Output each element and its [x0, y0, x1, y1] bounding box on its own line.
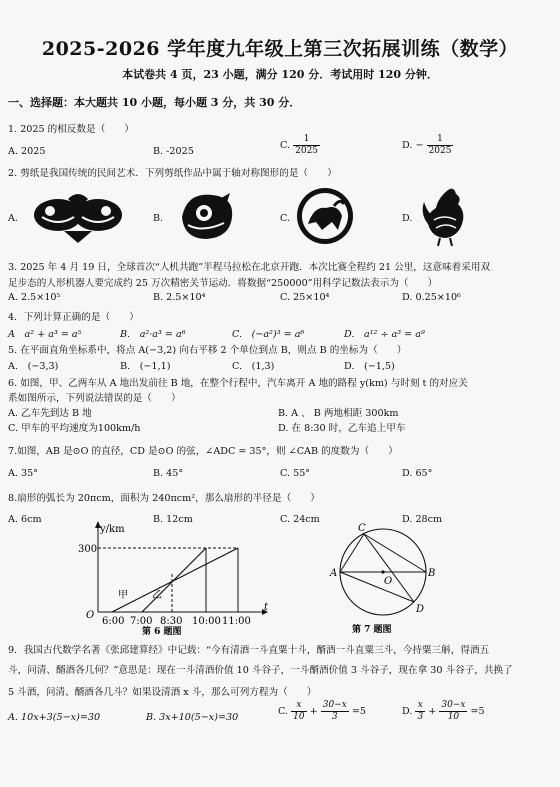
fig6-yi-label: 乙 [152, 590, 162, 601]
q7-option-b: B. 45° [153, 468, 184, 479]
q1-d-fraction: $\frac{1}{2025}$ [428, 134, 452, 156]
q4-option-c: C. (−a²)³ = a⁶ [232, 329, 305, 340]
q4-option-a: A a² + a³ = a⁵ [8, 329, 82, 340]
fig7-chord-ac [340, 534, 364, 572]
q9-d-frac2: $\frac{30-x}{10}$ [441, 700, 466, 722]
q7-option-a: A. 35° [8, 468, 39, 479]
fig7-circle [318, 522, 448, 636]
q7-option-c: C. 55° [280, 468, 311, 479]
q3-option-b: B. 2.5×10⁴ [153, 292, 206, 303]
q6-line1: 6. 如图，甲、乙两车从 A 地出发前往 B 地，在整个行程中，汽车离开 A 地的路程 y(km) 与时刻 t 的对应关 [8, 378, 468, 389]
q5-option-c: C. (1,3) [232, 361, 275, 372]
q5-option-d: D. (−1,5) [344, 361, 395, 372]
q1-c-label: C. [280, 140, 291, 151]
fig6-ylabel: y/km [100, 524, 125, 535]
q9-c-plus: + [309, 706, 318, 717]
q2-label-c: C. [280, 213, 291, 224]
q7-option-d: D. 65° [402, 468, 433, 479]
q1-d-label: D. − [402, 140, 424, 151]
q6-option-d: D. 在 8:30 时，乙车追上甲车 [278, 423, 406, 434]
fig6-xtick-0: 6:00 [102, 616, 125, 627]
q9-line2: 斗，问清、醑酒各几何？”意思是：现在一斗清酒价值 10 斗谷子，一斗醑酒价值 3 斗谷子，现在拿 30 斗谷子，共换了 [8, 665, 513, 676]
fig6-jia-line [112, 548, 238, 612]
q5-stem: 5. 在平面直角坐标系中，将点 A(−3,2) 向右平移 2 个单位到点 B，则点 B 的坐标为（ ） [8, 345, 407, 356]
q4-option-b: B. a²·a³ = a⁶ [120, 329, 186, 340]
papercut-fish-image [28, 187, 128, 245]
q4-option-d: D. a¹² ÷ a³ = a⁹ [344, 329, 425, 340]
papercut-circle-goat-image [294, 186, 356, 246]
q3-option-a: A. 2.5×10⁵ [8, 292, 61, 303]
fig6-y300: 300 [78, 544, 98, 555]
q1-stem: 1. 2025 的相反数是（ ） [8, 124, 135, 135]
q6-option-a: A. 乙车先到达 B 地 [8, 408, 92, 419]
page-title: 2025-2026 学年度九年级上第三次拓展训练（数学） [41, 38, 519, 60]
fig6-graph [80, 518, 270, 636]
q8-option-c: C. 24cm [280, 514, 320, 525]
q9-c-frac2: $\frac{30-x}{3}$ [322, 700, 347, 722]
q3-option-c: C. 25×10⁴ [280, 292, 330, 303]
q9-d-frac1: $\frac{x}{3}$ [417, 700, 424, 722]
q3-option-d: D. 0.25×10⁶ [402, 292, 461, 303]
fig7-label-a: A [330, 568, 338, 579]
q8-stem: 8.扇形的弧长为 20πcm，面积为 240πcm²，那么扇形的半径是（ ） [8, 493, 320, 504]
q9-option-c [278, 700, 366, 723]
fig7-label-o: O [384, 576, 393, 587]
q4-stem: 4．下列计算正确的是（ ） [8, 312, 139, 323]
fig6-xtick-3: 10:00 [192, 616, 221, 627]
q2-label-a: A. [8, 213, 18, 224]
papercut-rooster-image [418, 184, 478, 248]
q8-option-a: A. 6cm [8, 514, 42, 525]
q9-d-rhs: =5 [470, 706, 485, 717]
q3-line1: 3. 2025 年 4 月 19 日，全球首次“人机共跑”半程马拉松在北京开跑．本次比赛全程约 21 公里，这意味着采用双 [8, 262, 491, 273]
q9-option-d [402, 700, 485, 723]
q9-c-label: C. [278, 706, 289, 717]
fig6-xtick-2: 8:30 [160, 616, 183, 627]
q5-option-a: A. (−3,3) [8, 361, 59, 372]
q7-stem: 7.如图，AB 是⊙O 的直径，CD 是⊙O 的弦，∠ADC = 35°，则 ∠CAB 的度数为（ ） [8, 446, 398, 457]
fig7-label-c: C [358, 523, 366, 534]
fig7-label-d: D [416, 604, 425, 615]
q1-option-d [402, 134, 453, 157]
fig6-xtick-1: 7:00 [130, 616, 153, 627]
fig6-yi-line [142, 548, 206, 612]
q1-c-fraction: $\frac{1}{2025}$ [295, 134, 319, 156]
q8-option-d: D. 28cm [402, 514, 443, 525]
q9-line3: 5 斗酒，问清、醑酒各几斗？如果设清酒 x 斗，那么可列方程为（ ） [8, 687, 317, 698]
q6-line2: 系如图所示，下列说法错误的是（ ） [8, 393, 181, 404]
q9-c-rhs: =5 [351, 706, 367, 717]
q8-option-b: B. 12cm [153, 514, 193, 525]
q5-option-b: B. (−1,1) [120, 361, 171, 372]
fig6-t-label: t [264, 602, 269, 613]
fig6-caption: 第 6 题图 [142, 627, 182, 637]
q9-option-a: A. 10x+3(5−x)=30 [8, 712, 101, 723]
q2-label-b: B. [153, 213, 164, 224]
q2-stem: 2. 剪纸是我国传统的民间艺术．下列剪纸作品中属于轴对称图形的是（ ） [8, 168, 337, 179]
fig7-caption: 第 7 题图 [352, 625, 392, 635]
fig6-jia-label: 甲 [118, 590, 128, 601]
q9-c-frac1: $\frac{x}{10}$ [293, 700, 305, 722]
q9-line1: 9．我国古代数学名著《张邱建算经》中记载：“今有清酒一斗直粟十斗，醑酒一斗直粟三斗，今持粟三斛，得酒五 [8, 645, 490, 656]
section-heading: 一、选择题：本大题共 10 小题，每小题 3 分，共 30 分． [8, 96, 301, 109]
papercut-lion-image [172, 187, 242, 245]
exam-info: 本试卷共 4 页，23 小题，满分 120 分．考试用时 120 分钟． [122, 68, 438, 81]
q9-d-label: D. [402, 706, 413, 717]
q1-option-a: A. 2025 [8, 146, 46, 157]
q9-option-b: B. 3x+10(5−x)=30 [146, 712, 239, 723]
q1-option-b: B. -2025 [153, 146, 194, 157]
q1-option-c [280, 134, 320, 157]
q6-option-c: C. 甲车的平均速度为100km/h [8, 423, 141, 434]
fig6-xtick-4: 11:00 [222, 616, 251, 627]
fig7-label-b: B [428, 568, 436, 579]
fig6-origin: O [86, 610, 95, 621]
q3-line2: 足步态的人形机器人要完成约 25 万次精密关节运动．将数据“250000”用科学记数法表示为（ ） [8, 278, 438, 289]
q9-d-plus: + [428, 706, 437, 717]
q2-label-d: D. [402, 213, 413, 224]
q6-option-b: B. A 、 B 两地相距 300km [278, 408, 399, 419]
fig7-chord-cb [364, 534, 426, 572]
